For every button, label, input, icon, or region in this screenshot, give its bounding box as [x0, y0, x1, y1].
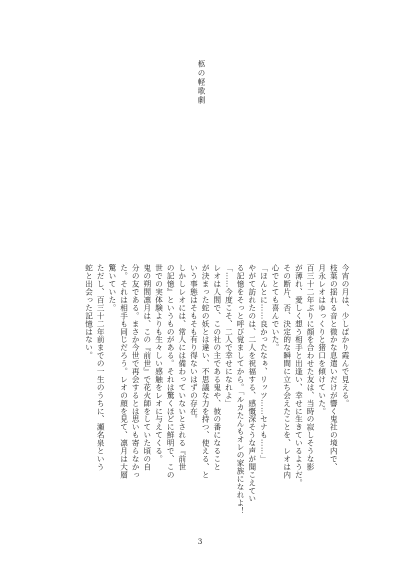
body-line: が決まった蛇の妖とは違い、不思議な力を持つ、使える、と — [201, 264, 211, 479]
body-line: いう事態はそもそも有り得ないはずの存在。 — [189, 264, 199, 423]
body-line: た。それは相手も同じだろう。レオの顔を見て、凛月は大層 — [119, 264, 129, 479]
body-line: 今宵の月は、少しばかり霞んで見える。 — [341, 264, 350, 408]
story-title: 柩の軽歌劇 — [197, 60, 206, 105]
body-text — [57, 264, 351, 534]
page-number: 3 — [197, 537, 203, 546]
body-line: 「ほんとに……良かったなぁ、リッツ……セナも……」 — [259, 264, 269, 463]
body-line: 心でとても喜んでいた。 — [271, 264, 281, 352]
body-line: しかしレオには、常人には備わっていないとされる『前世 — [177, 264, 187, 471]
body-line: やがて訪れたのは、二人を祝福する、感慨深そうな声が聞こえてい — [247, 264, 257, 503]
body-line: 枝葉の揺れる音と微かな息遣いだけが響く鬼社の境内で、 — [329, 264, 339, 471]
body-line: の記憶』というものがある。それは驚くほどに鮮明で、この — [166, 264, 176, 479]
body-line: その断片、否、決定的な瞬間に立ち会えたことを、レオは内 — [282, 264, 292, 479]
body-line: 蛇と出会った記憶はない。 — [84, 264, 94, 360]
body-line: る記憶をそっと呼び覚ましてから。「ルカたんもオレの家族になれよ！ — [236, 264, 246, 515]
body-line: 百三十二年ぶりに顔を合わせた友は、当時の寂しそうな影 — [306, 264, 316, 471]
body-line: ただし、百三十二年前までの一生のうちに、瀬名泉という — [96, 264, 106, 471]
body-line: 鬼の朔間凛月は、この『前世』で花火師をしていた頃の自 — [142, 264, 152, 471]
body-line: が薄れ、愛しく想う相手と出逢い、幸せに生きているようだ。 — [294, 264, 304, 487]
body-line: 世での実体験よりも生々しい感触をレオに与えてくる。 — [154, 264, 164, 463]
body-line: 「……今度こそ、二人で幸せになれよ」 — [224, 264, 234, 408]
body-line: レオは人間で、この社の主である鬼や、彼の番になること — [212, 264, 222, 471]
body-line: 月永レオはゆっくりと猪口を傾けていた。 — [317, 264, 327, 416]
body-line: 分の友である。まさか今世で再会するとは思いも寄らなかっ — [131, 264, 141, 479]
body-line: 驚いていた。 — [107, 264, 117, 312]
